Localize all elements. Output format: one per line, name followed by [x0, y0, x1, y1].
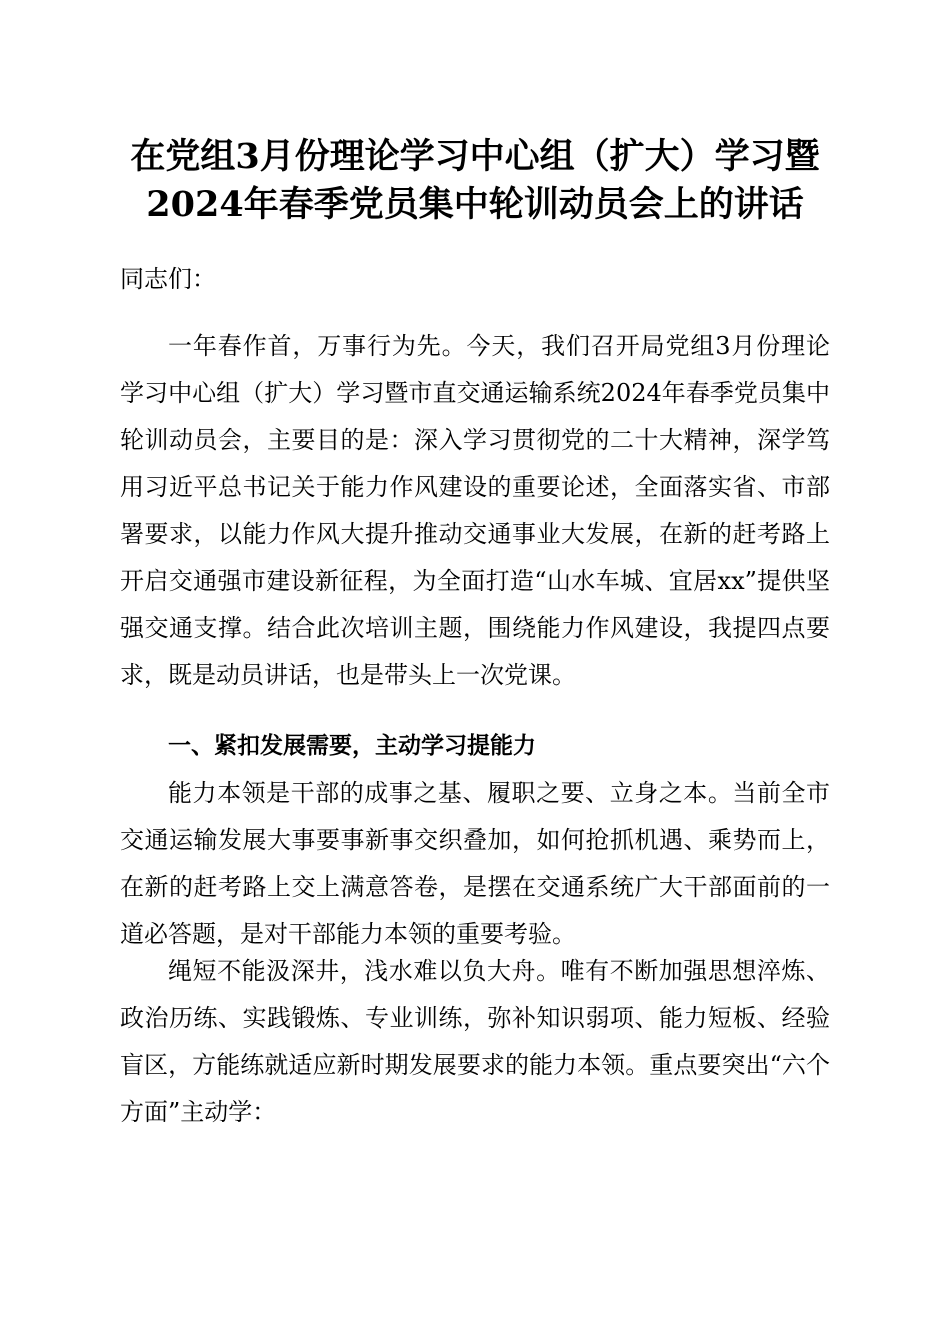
paragraph-ability: 能力本领是干部的成事之基、履职之要、立身之本。当前全市交通运输发展大事要事新事交织叠加，如何抢抓机遇、乘势而上，在新的赶考路上交上满意答卷，是摆在交通系统广大干部面前的一道必答题，是对干部能力本领的重要考验。 — [120, 779, 830, 948]
salutation: 同志们： — [120, 265, 216, 293]
paragraph-intro: 一年春作首，万事行为先。今天，我们召开局党组3月份理论学习中心组（扩大）学习暨市直交通运输系统2024年春季党员集中轮训动员会，主要目的是：深入学习贯彻党的二十大精神，深学笃用习近平总书记关于能力作风建设的重要论述，全面落实省、市部署要求，以能力作风大提升推动交通事业大发展，在新的赶考路上开启交通强市建设新征程，为全面打造“山水车城、宜居xx”提供坚强交通支撑。结合此次培训主题，围绕能力作风建设，我提四点要求，既是动员讲话，也是带头上一次党课。 — [120, 332, 830, 689]
section-heading-1: 一、紧扣发展需要，主动学习提能力 — [168, 733, 536, 759]
document-title-line-2: 2024年春季党员集中轮训动员会上的讲话 — [146, 184, 804, 225]
paragraph-learning: 绳短不能汲深井，浅水难以负大舟。唯有不断加强思想淬炼、政治历练、实践锻炼、专业训练，弥补知识弱项、能力短板、经验盲区，方能练就适应新时期发展要求的能力本领。重点要突出“六个方面”主动学： — [120, 957, 830, 1126]
document-title-line-1: 在党组3月份理论学习中心组（扩大）学习暨 — [130, 136, 820, 177]
